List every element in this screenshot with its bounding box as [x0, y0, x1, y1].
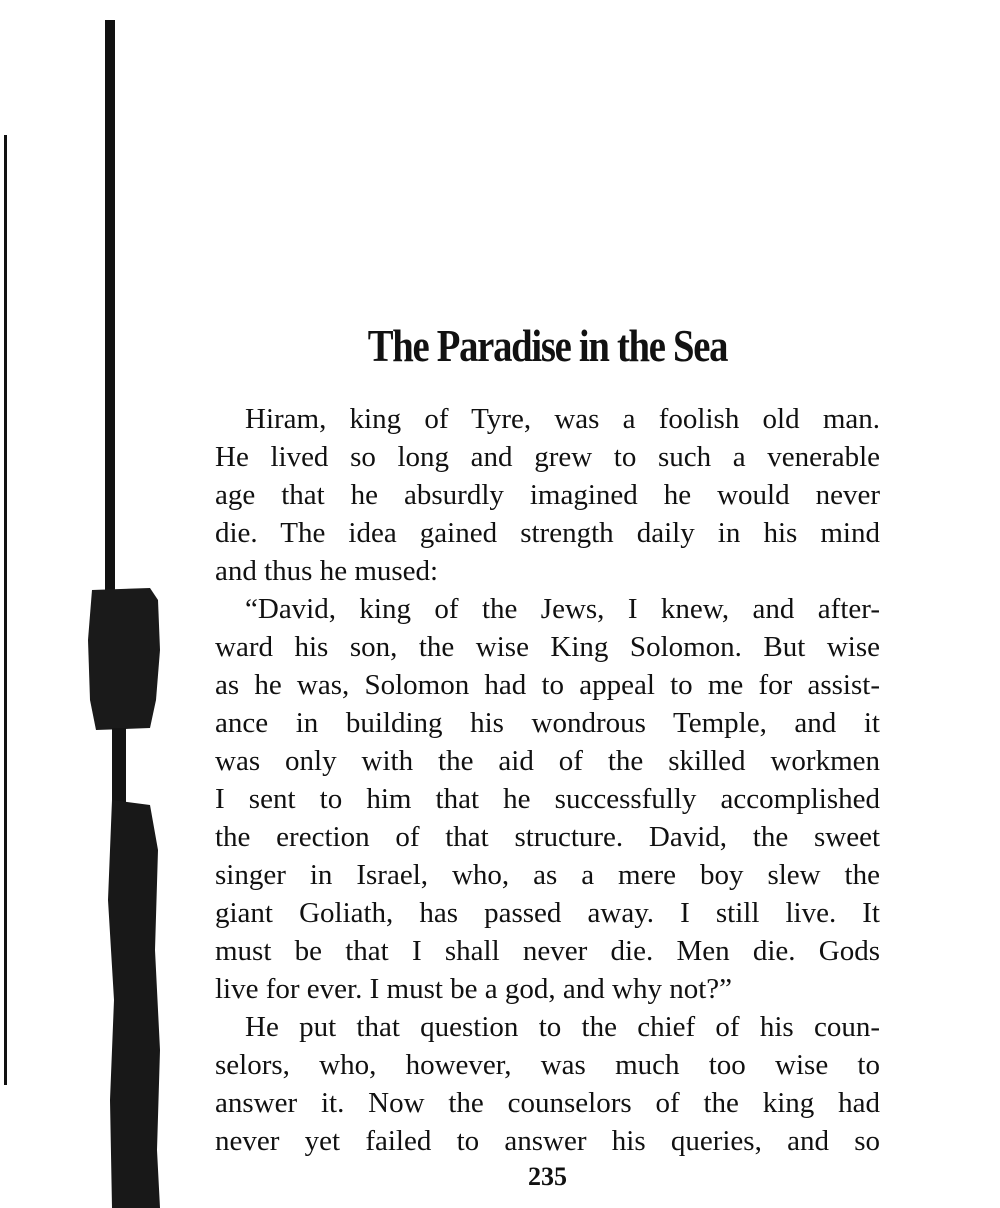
- text-line: He put that question to the chief of his coun-: [245, 1011, 880, 1043]
- text-line: as he was, Solomon had to appeal to me for assist-: [215, 669, 880, 701]
- text-line: “David, king of the Jews, I knew, and after-: [245, 593, 880, 625]
- binding-knot-upper: [88, 588, 160, 730]
- paragraph-3: [215, 1008, 880, 1160]
- text-line: the erection of that structure. David, the sweet: [215, 821, 880, 853]
- binding-thread-middle: [112, 728, 126, 808]
- text-line: I sent to him that he successfully accomplished: [215, 783, 880, 815]
- binding-knot-lower: [108, 800, 160, 1208]
- text-line: ance in building his wondrous Temple, and it: [215, 707, 880, 739]
- text-line: never yet failed to answer his queries, and so: [215, 1125, 880, 1157]
- text-line: answer it. Now the counselors of the king had: [215, 1087, 880, 1119]
- page-edge-line: [4, 135, 7, 1085]
- binding-thread: [105, 20, 115, 590]
- text-line: die. The idea gained strength daily in his mind: [215, 517, 880, 549]
- text-line: He lived so long and grew to such a venerable: [215, 441, 880, 473]
- paragraph-1: [215, 400, 880, 590]
- body-text: [215, 400, 880, 1160]
- text-line: must be that I shall never die. Men die. Gods: [215, 935, 880, 967]
- text-line: was only with the aid of the skilled workmen: [215, 745, 880, 777]
- text-line: Hiram, king of Tyre, was a foolish old man.: [245, 403, 880, 435]
- text-line: giant Goliath, has passed away. I still live. It: [215, 897, 880, 929]
- text-line: selors, who, however, was much too wise to: [215, 1049, 880, 1081]
- text-line: ward his son, the wise King Solomon. But wise: [215, 631, 880, 663]
- page-number: 235: [528, 1162, 567, 1191]
- chapter-title: The Paradise in the Sea: [367, 321, 728, 371]
- text-line: live for ever. I must be a god, and why not?”: [215, 973, 733, 1005]
- paragraph-2: [215, 590, 880, 1008]
- text-line: age that he absurdly imagined he would never: [215, 479, 880, 511]
- text-line: and thus he mused:: [215, 555, 439, 587]
- text-line: singer in Israel, who, as a mere boy slew the: [215, 859, 880, 891]
